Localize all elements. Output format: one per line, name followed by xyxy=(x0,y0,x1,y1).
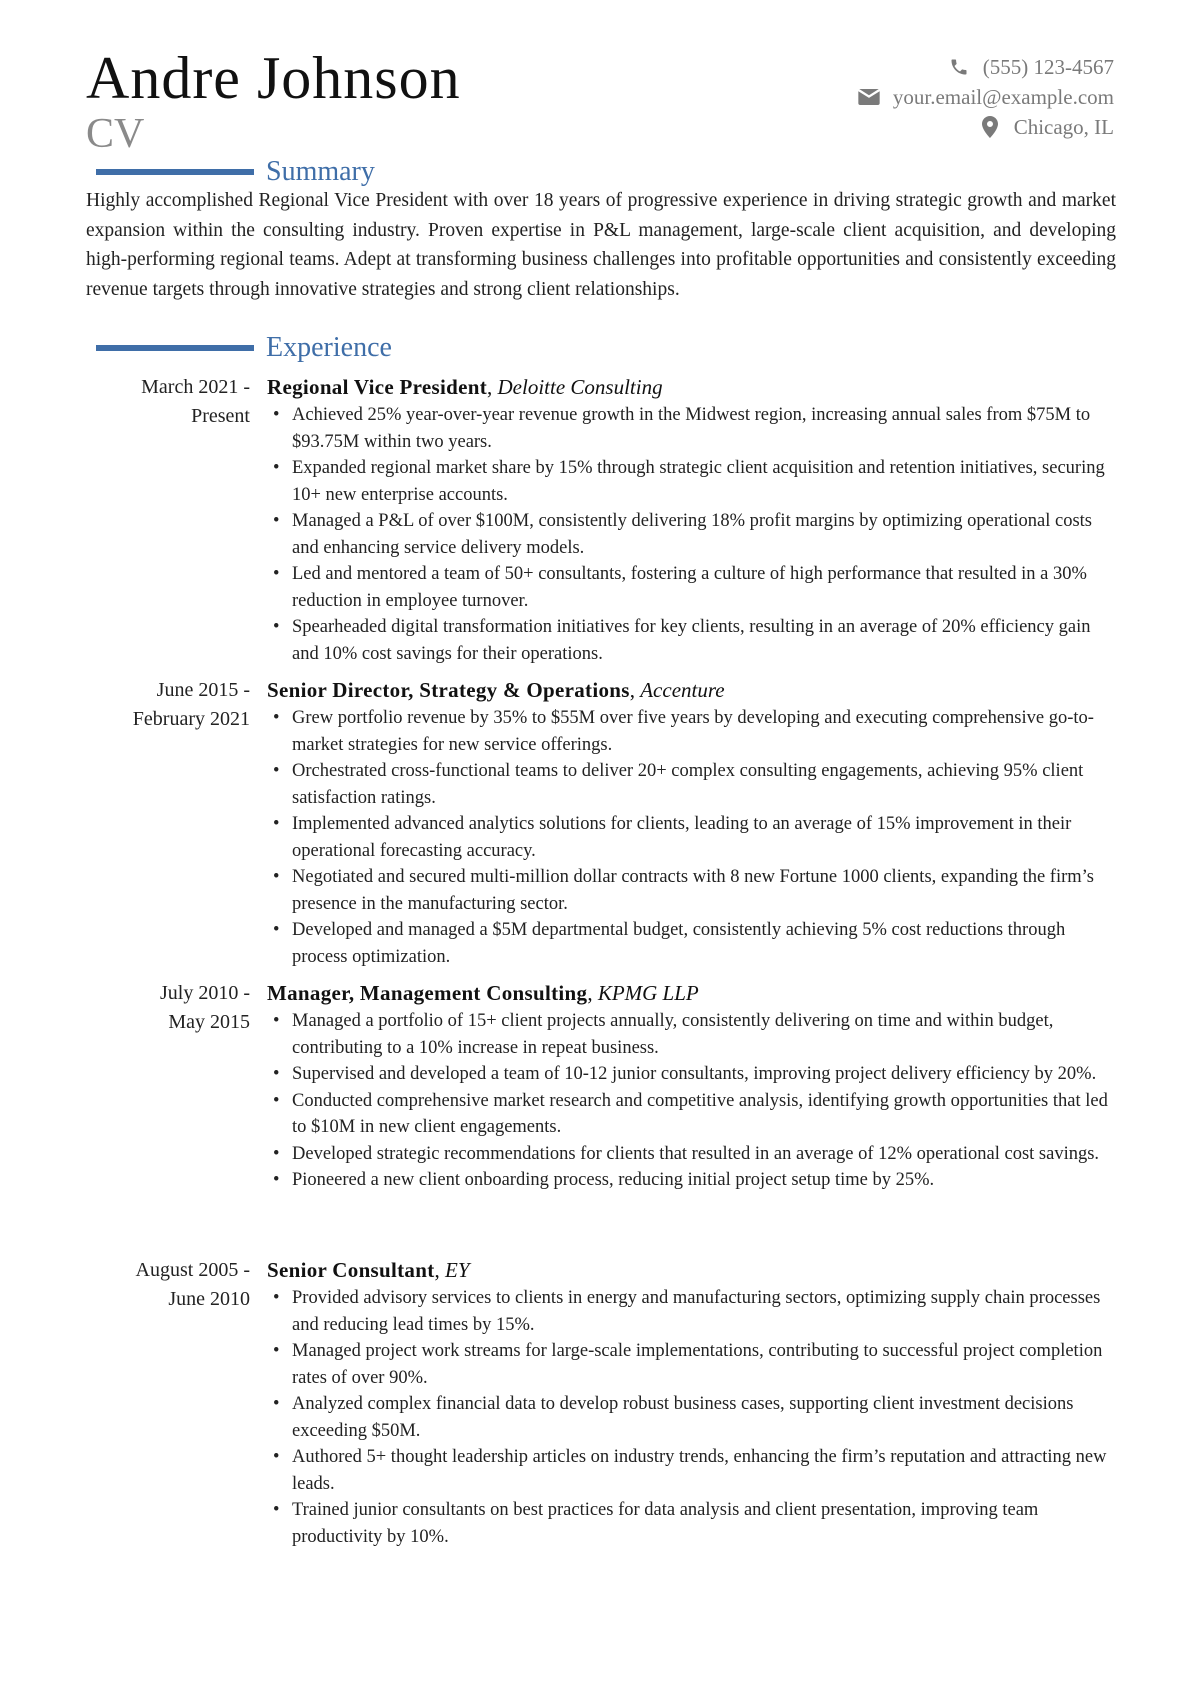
summary-title: Summary xyxy=(266,156,375,187)
job-bullet: • Developed and managed a $5M departmental budget, consistently achieving 5% cost reductions through process optimization. xyxy=(267,917,1117,970)
job-bullet: • Managed project work streams for large-scale implementations, contributing to successful project completion rates of over 90%. xyxy=(267,1338,1117,1391)
job-company: Accenture xyxy=(640,678,725,702)
contact-block xyxy=(857,52,1114,142)
job-bullet: • Orchestrated cross-functional teams to deliver 20+ complex consulting engagements, achieving 95% client satisfaction ratings. xyxy=(267,758,1117,811)
summary-heading xyxy=(96,154,1096,190)
job-date-end: June 2010 xyxy=(168,1288,250,1310)
job-bullets xyxy=(267,1285,1117,1550)
job-bullet: • Pioneered a new client onboarding process, reducing initial project setup time by 25%. xyxy=(267,1167,1117,1194)
phone-icon xyxy=(947,56,971,78)
job-bullets xyxy=(267,705,1117,970)
job-bullets xyxy=(267,402,1117,667)
contact-email xyxy=(857,82,1114,112)
email-text[interactable]: your.email@example.com xyxy=(892,85,1114,109)
location-pin-icon xyxy=(978,116,1002,138)
job-title-line: Senior Consultant, EY xyxy=(267,1258,470,1282)
job-title-line: Manager, Management Consulting, KPMG LLP xyxy=(267,981,699,1005)
job-dates xyxy=(86,979,250,1037)
document-subtitle: CV xyxy=(86,111,145,157)
job-title-line: Regional Vice President, Deloitte Consulting xyxy=(267,375,663,399)
job-bullet: • Grew portfolio revenue by 35% to $55M over five years by developing and executing comprehensive go-to-market strategies for new service offerings. xyxy=(267,705,1117,758)
job-bullet: • Conducted comprehensive market research and competitive analysis, identifying growth opportunities that led to $10M in new client engagements. xyxy=(267,1088,1117,1141)
job-body xyxy=(267,373,1117,667)
section-bar xyxy=(96,169,254,175)
contact-phone xyxy=(857,52,1114,82)
job-bullet: • Managed a P&L of over $100M, consistently delivering 18% profit margins by optimizing operational costs and enhancing service delivery models. xyxy=(267,508,1117,561)
job-dates xyxy=(86,373,250,431)
job-date-start: March 2021 - xyxy=(141,376,250,398)
experience-title: Experience xyxy=(266,332,392,363)
job-date-end: February 2021 xyxy=(132,708,250,730)
job-role: Senior Consultant xyxy=(267,1258,435,1282)
job-bullet: • Trained junior consultants on best practices for data analysis and client presentation, improving team productivity by 10%. xyxy=(267,1497,1117,1550)
job-body xyxy=(267,676,1117,970)
section-bar xyxy=(96,345,254,351)
job-role: Senior Director, Strategy & Operations xyxy=(267,678,630,702)
job-body xyxy=(267,1256,1117,1550)
job-bullet: • Analyzed complex financial data to develop robust business cases, supporting client investment decisions exceeding $50M. xyxy=(267,1391,1117,1444)
envelope-icon xyxy=(857,86,881,108)
job-date-start: June 2015 - xyxy=(156,679,250,701)
job-date-start: July 2010 - xyxy=(160,982,250,1004)
job-bullet: • Led and mentored a team of 50+ consultants, fostering a culture of high performance that resulted in a 30% reduction in employee turnover. xyxy=(267,561,1117,614)
contact-location xyxy=(857,112,1114,142)
job-company: Deloitte Consulting xyxy=(497,375,663,399)
job-bullets xyxy=(267,1008,1117,1194)
job-bullet: • Provided advisory services to clients in energy and manufacturing sectors, optimizing supply chain processes and reducing lead times by 15%. xyxy=(267,1285,1117,1338)
experience-heading xyxy=(96,330,1096,366)
summary-text: Highly accomplished Regional Vice President with over 18 years of progressive experience in driving strategic growth and market expansion within the consulting industry. Proven expertise in P&L management, large-scale client acquisition, and developing high-performing regional teams. Adept at transforming business challenges into profitable opportunities and consistently exceeding revenue targets through innovative strategies and strong client relationships. xyxy=(86,190,1116,300)
job-date-start: August 2005 - xyxy=(135,1259,250,1281)
job-bullet: • Managed a portfolio of 15+ client projects annually, consistently delivering on time and within budget, contributing to a 10% increase in repeat business. xyxy=(267,1008,1117,1061)
job-body xyxy=(267,979,1117,1194)
job-company: EY xyxy=(445,1258,470,1282)
job-bullet: • Expanded regional market share by 15% through strategic client acquisition and retention initiatives, securing 10+ new enterprise accounts. xyxy=(267,455,1117,508)
job-title-line: Senior Director, Strategy & Operations, Accenture xyxy=(267,678,725,702)
job-bullet: • Developed strategic recommendations for clients that resulted in an average of 12% operational cost savings. xyxy=(267,1141,1117,1168)
job-bullet: • Supervised and developed a team of 10-12 junior consultants, improving project delivery efficiency by 20%. xyxy=(267,1061,1117,1088)
job-dates xyxy=(86,1256,250,1314)
phone-text: (555) 123-4567 xyxy=(982,55,1114,79)
location-text: Chicago, IL xyxy=(1013,115,1114,139)
job-date-end: May 2015 xyxy=(168,1011,250,1033)
job-bullet: • Authored 5+ thought leadership articles on industry trends, enhancing the firm’s reputation and attracting new leads. xyxy=(267,1444,1117,1497)
job-bullet: • Achieved 25% year-over-year revenue growth in the Midwest region, increasing annual sales from $75M to $93.75M within two years. xyxy=(267,402,1117,455)
job-date-end: Present xyxy=(191,405,250,427)
job-company: KPMG LLP xyxy=(597,981,699,1005)
job-bullet: • Spearheaded digital transformation initiatives for key clients, resulting in an average of 20% efficiency gain and 10% cost savings for their operations. xyxy=(267,614,1117,667)
candidate-name: Andre Johnson xyxy=(86,45,461,111)
job-role: Regional Vice President xyxy=(267,375,487,399)
job-bullet: • Implemented advanced analytics solutions for clients, leading to an average of 15% improvement in their operational forecasting accuracy. xyxy=(267,811,1117,864)
job-role: Manager, Management Consulting xyxy=(267,981,588,1005)
job-dates xyxy=(86,676,250,734)
job-bullet: • Negotiated and secured multi-million dollar contracts with 8 new Fortune 1000 clients, expanding the firm’s presence in the manufacturing sector. xyxy=(267,864,1117,917)
